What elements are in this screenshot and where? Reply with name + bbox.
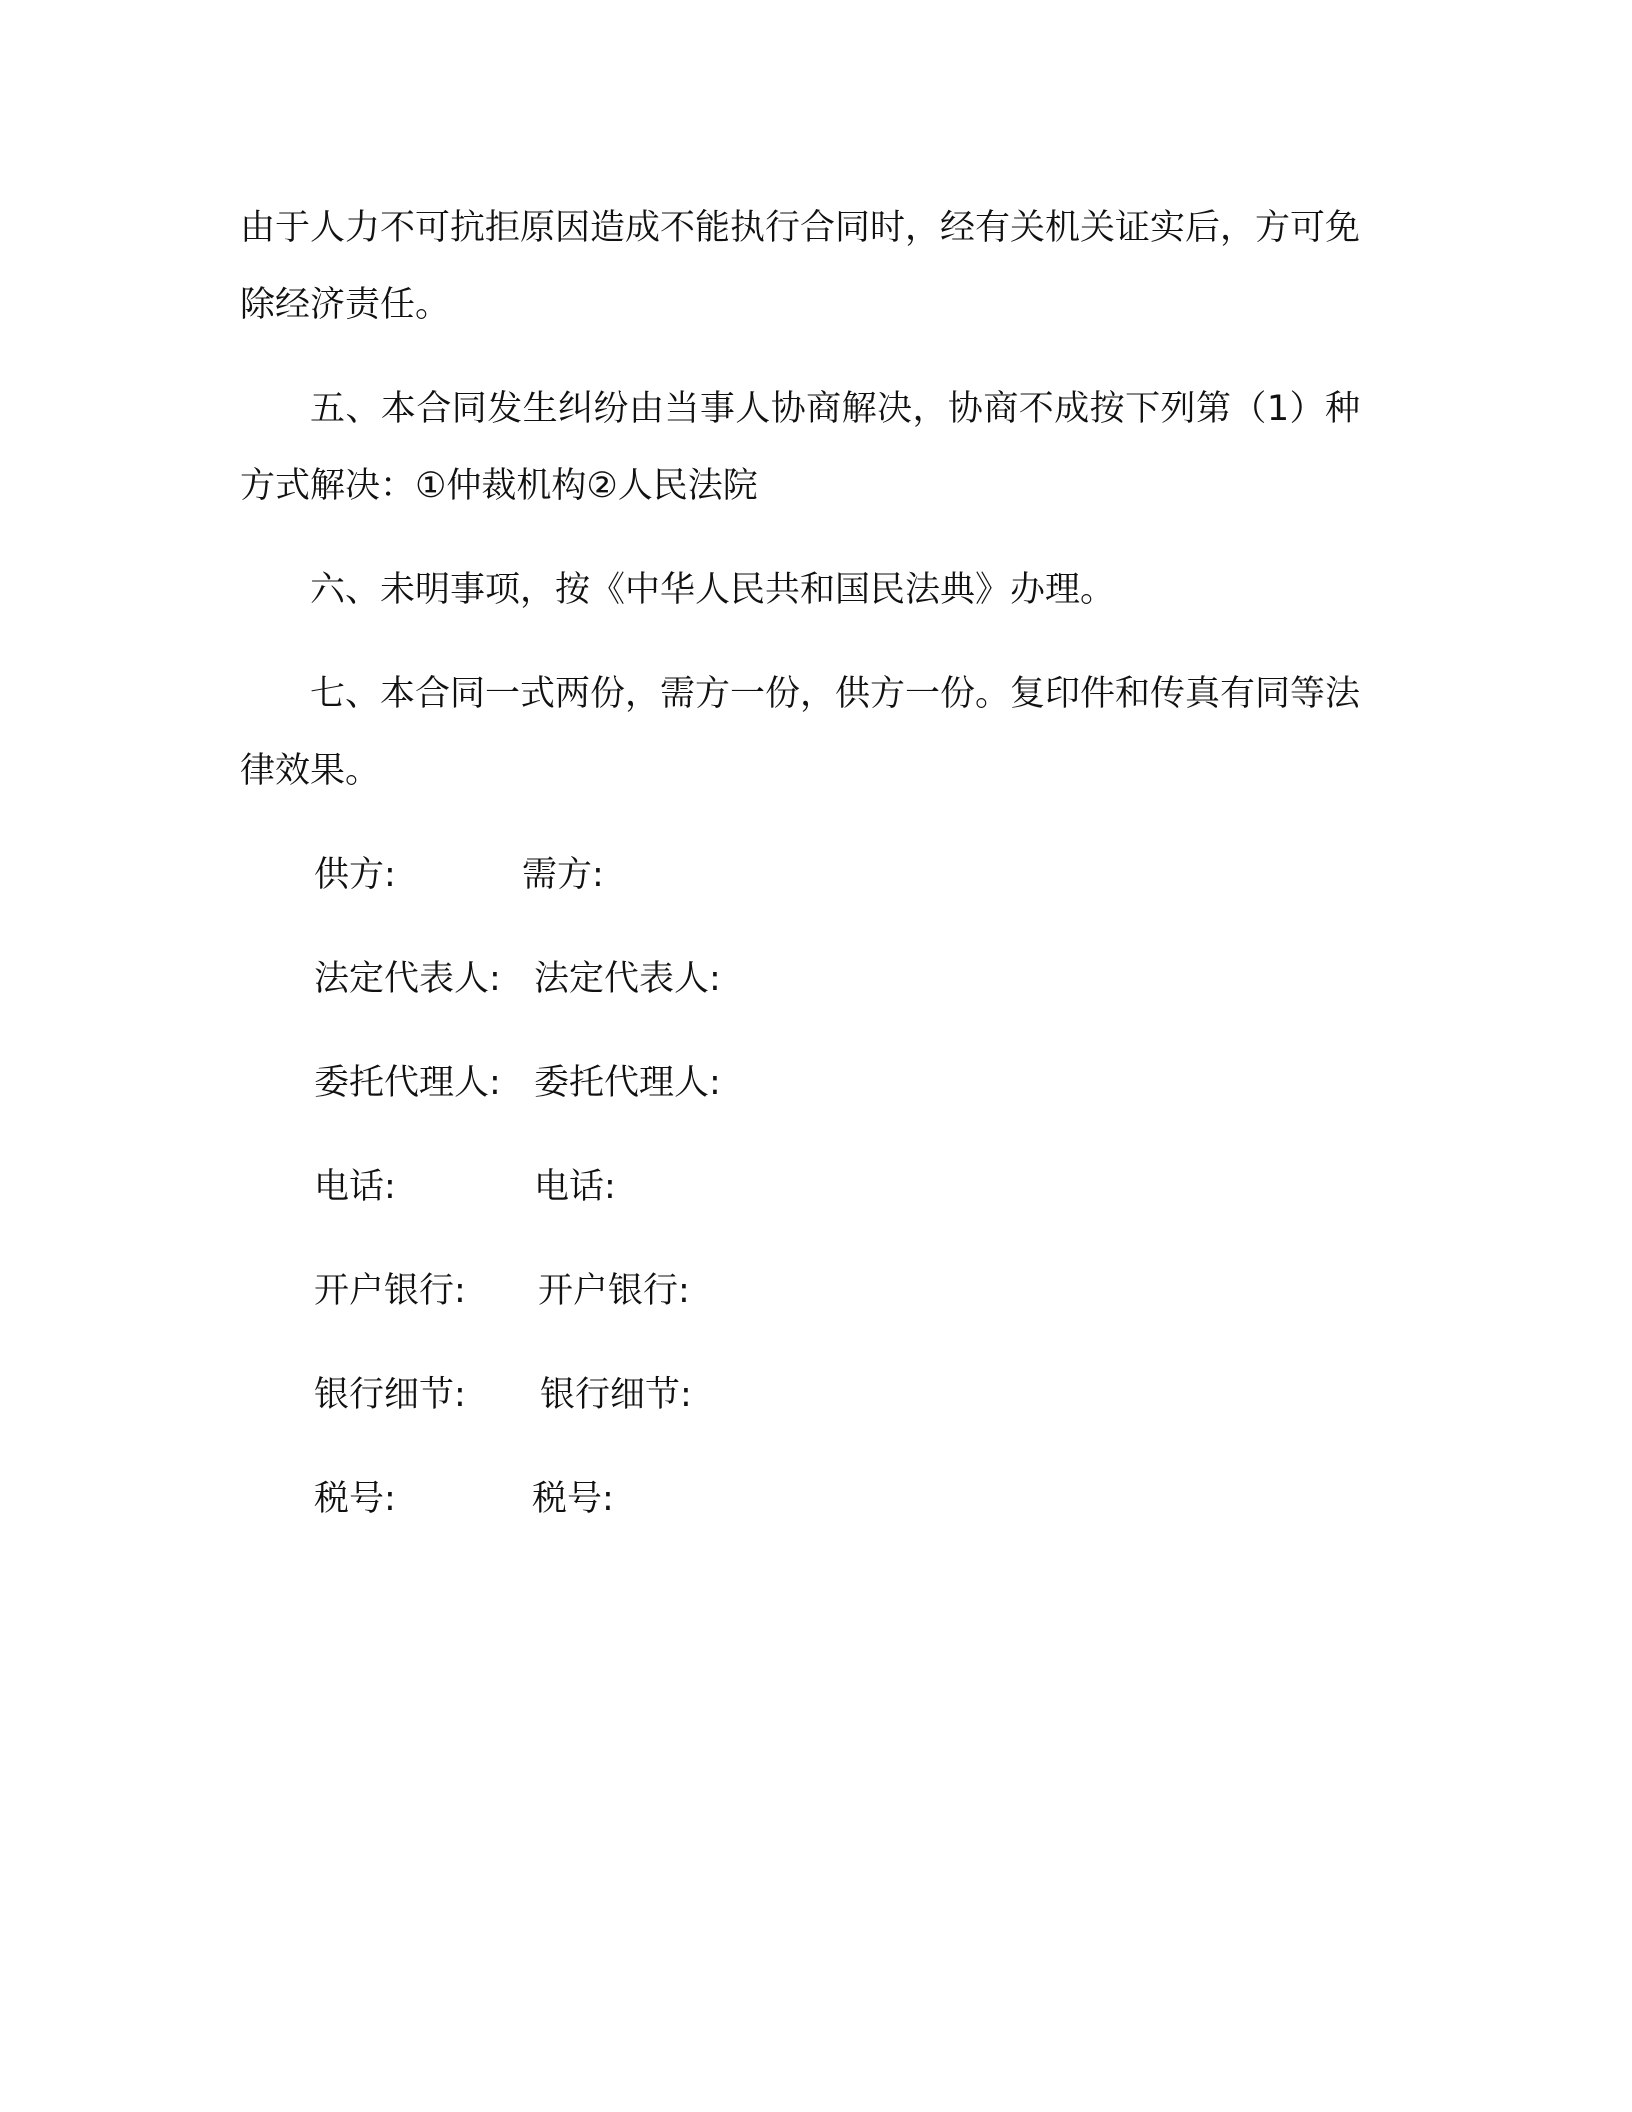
signature-row-agent	[240, 1045, 1360, 1149]
buyer-tax-id-label: 税号:	[532, 1479, 614, 1519]
signature-row-legal-rep	[240, 941, 1360, 1045]
supplier-bank-details-label: 银行细节:	[314, 1375, 466, 1415]
signature-row-party	[240, 837, 1360, 941]
signature-row-bank-details	[240, 1357, 1360, 1461]
paragraph-copies: 七、本合同一式两份，需方一份，供方一份。复印件和传真有同等法律效果。	[240, 674, 1361, 791]
paragraph-dispute-resolution: 五、本合同发生纠纷由当事人协商解决，协商不成按下列第（1）种方式解决：①仲裁机构②人民法院	[240, 389, 1360, 506]
signature-row-phone	[240, 1149, 1360, 1253]
supplier-phone-label: 电话:	[314, 1167, 396, 1207]
signature-block	[240, 837, 1360, 1565]
buyer-bank-label: 开户银行:	[538, 1271, 690, 1311]
supplier-label: 供方:	[314, 855, 396, 895]
supplier-tax-id-label: 税号:	[314, 1479, 396, 1519]
signature-row-tax-id	[240, 1461, 1360, 1565]
signature-row-bank	[240, 1253, 1360, 1357]
buyer-phone-label: 电话:	[534, 1167, 616, 1207]
paragraph-unspecified-matters: 六、未明事项，按《中华人民共和国民法典》办理。	[310, 570, 1116, 610]
paragraph-force-majeure: 由于人力不可抗拒原因造成不能执行合同时，经有关机关证实后，方可免除经济责任。	[240, 208, 1361, 325]
buyer-bank-details-label: 银行细节:	[540, 1375, 692, 1415]
buyer-legal-rep-label: 法定代表人:	[534, 959, 721, 999]
buyer-agent-label: 委托代理人:	[534, 1063, 721, 1103]
buyer-label: 需方:	[522, 855, 604, 895]
supplier-legal-rep-label: 法定代表人:	[314, 959, 501, 999]
supplier-agent-label: 委托代理人:	[314, 1063, 501, 1103]
document-content	[240, 190, 1360, 1565]
supplier-bank-label: 开户银行:	[314, 1271, 466, 1311]
